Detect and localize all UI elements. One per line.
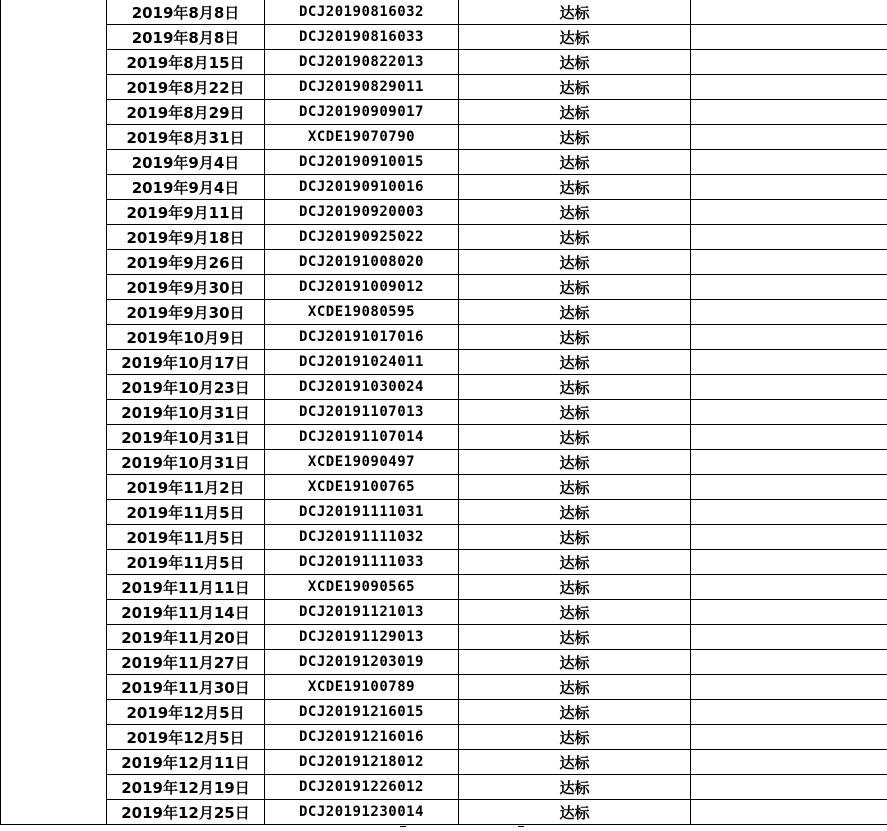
result-cell: 达标 xyxy=(459,125,691,150)
merged-category-cell xyxy=(1,350,107,375)
remarks-cell xyxy=(691,475,887,500)
sample-date-cell: 2019年8月15日 xyxy=(107,50,265,75)
report-number-cell: DCJ20191030024 xyxy=(265,375,459,400)
result-cell: 达标 xyxy=(459,600,691,625)
merged-category-cell xyxy=(1,575,107,600)
remarks-cell xyxy=(691,775,887,800)
sample-date-cell: 2019年11月5日 xyxy=(107,525,265,550)
merged-category-cell xyxy=(1,250,107,275)
result-cell: 达标 xyxy=(459,150,691,175)
remarks-cell xyxy=(691,75,887,100)
table-row xyxy=(1,100,887,125)
sample-date-cell: 2019年8月8日 xyxy=(107,0,265,25)
merged-category-cell xyxy=(1,450,107,475)
table-row xyxy=(1,675,887,700)
remarks-cell xyxy=(691,725,887,750)
table-row xyxy=(1,725,887,750)
report-number-cell: DCJ20191111033 xyxy=(265,550,459,575)
report-number-cell: DCJ20191216016 xyxy=(265,725,459,750)
merged-category-cell xyxy=(1,675,107,700)
report-number-cell: DCJ20191024011 xyxy=(265,350,459,375)
sample-date-cell: 2019年12月19日 xyxy=(107,775,265,800)
table-row xyxy=(1,775,887,800)
table-row xyxy=(1,350,887,375)
result-cell: 达标 xyxy=(459,450,691,475)
table-row xyxy=(1,275,887,300)
table-row xyxy=(1,125,887,150)
sample-date-cell: 2019年9月30日 xyxy=(107,300,265,325)
merged-category-cell xyxy=(1,775,107,800)
sample-date-cell: 2019年9月26日 xyxy=(107,250,265,275)
table-row xyxy=(1,500,887,525)
sample-date-cell: 2019年11月11日 xyxy=(107,575,265,600)
remarks-cell xyxy=(691,550,887,575)
remarks-cell xyxy=(691,150,887,175)
table-row xyxy=(1,750,887,775)
result-cell: 达标 xyxy=(459,225,691,250)
remarks-cell xyxy=(691,750,887,775)
table-row xyxy=(1,625,887,650)
sample-date-cell: 2019年8月8日 xyxy=(107,25,265,50)
merged-category-cell xyxy=(1,0,107,25)
result-cell: 达标 xyxy=(459,175,691,200)
result-cell: 达标 xyxy=(459,775,691,800)
remarks-cell xyxy=(691,275,887,300)
table-row xyxy=(1,375,887,400)
report-number-cell: XCDE19070790 xyxy=(265,125,459,150)
result-cell: 达标 xyxy=(459,550,691,575)
remarks-cell xyxy=(691,525,887,550)
table-row xyxy=(1,400,887,425)
sample-date-cell: 2019年11月30日 xyxy=(107,675,265,700)
result-cell: 达标 xyxy=(459,100,691,125)
merged-category-cell xyxy=(1,550,107,575)
sample-date-cell: 2019年11月5日 xyxy=(107,500,265,525)
remarks-cell xyxy=(691,25,887,50)
merged-category-cell xyxy=(1,500,107,525)
report-number-cell: DCJ20190822013 xyxy=(265,50,459,75)
table-row xyxy=(1,450,887,475)
merged-category-cell xyxy=(1,800,107,825)
remarks-cell xyxy=(691,50,887,75)
report-number-cell: DCJ20191218012 xyxy=(265,750,459,775)
report-number-cell: XCDE19100789 xyxy=(265,675,459,700)
table-row xyxy=(1,650,887,675)
sample-date-cell: 2019年12月25日 xyxy=(107,800,265,825)
result-cell: 达标 xyxy=(459,475,691,500)
table-row xyxy=(1,425,887,450)
sample-date-cell: 2019年9月30日 xyxy=(107,275,265,300)
table-row xyxy=(1,575,887,600)
report-number-cell: DCJ20191107014 xyxy=(265,425,459,450)
merged-category-cell xyxy=(1,325,107,350)
table-row xyxy=(1,200,887,225)
result-cell: 达标 xyxy=(459,50,691,75)
table-row xyxy=(1,325,887,350)
report-number-cell: XCDE19090565 xyxy=(265,575,459,600)
merged-category-cell xyxy=(1,275,107,300)
result-cell: 达标 xyxy=(459,200,691,225)
result-cell: 达标 xyxy=(459,0,691,25)
remarks-cell xyxy=(691,350,887,375)
merged-category-cell xyxy=(1,50,107,75)
table-row xyxy=(1,0,887,25)
sample-date-cell: 2019年9月11日 xyxy=(107,200,265,225)
table-row xyxy=(1,50,887,75)
sample-date-cell: 2019年11月2日 xyxy=(107,475,265,500)
remarks-cell xyxy=(691,700,887,725)
report-number-cell: DCJ20190816032 xyxy=(265,0,459,25)
remarks-cell xyxy=(691,175,887,200)
table-row xyxy=(1,25,887,50)
remarks-cell xyxy=(691,325,887,350)
sample-date-cell: 2019年12月5日 xyxy=(107,725,265,750)
result-cell: 达标 xyxy=(459,425,691,450)
merged-category-cell xyxy=(1,600,107,625)
remarks-cell xyxy=(691,0,887,25)
sample-date-cell: 2019年10月31日 xyxy=(107,400,265,425)
result-cell: 达标 xyxy=(459,500,691,525)
merged-category-cell xyxy=(1,475,107,500)
border-mark xyxy=(400,826,406,830)
sample-date-cell: 2019年12月5日 xyxy=(107,700,265,725)
table-row xyxy=(1,300,887,325)
result-cell: 达标 xyxy=(459,300,691,325)
result-cell: 达标 xyxy=(459,575,691,600)
report-number-cell: XCDE19100765 xyxy=(265,475,459,500)
sample-date-cell: 2019年10月9日 xyxy=(107,325,265,350)
sample-date-cell: 2019年12月11日 xyxy=(107,750,265,775)
merged-category-cell xyxy=(1,725,107,750)
table-row xyxy=(1,700,887,725)
remarks-cell xyxy=(691,650,887,675)
sample-date-cell: 2019年10月31日 xyxy=(107,450,265,475)
remarks-cell xyxy=(691,200,887,225)
merged-category-cell xyxy=(1,225,107,250)
result-cell: 达标 xyxy=(459,800,691,825)
remarks-cell xyxy=(691,500,887,525)
report-number-cell: DCJ20191008020 xyxy=(265,250,459,275)
result-cell: 达标 xyxy=(459,25,691,50)
sample-date-cell: 2019年10月31日 xyxy=(107,425,265,450)
report-number-cell: DCJ20191226012 xyxy=(265,775,459,800)
sample-date-cell: 2019年11月5日 xyxy=(107,550,265,575)
report-number-cell: DCJ20190909017 xyxy=(265,100,459,125)
merged-category-cell xyxy=(1,150,107,175)
remarks-cell xyxy=(691,625,887,650)
report-number-cell: DCJ20191129013 xyxy=(265,625,459,650)
report-number-cell: XCDE19080595 xyxy=(265,300,459,325)
remarks-cell xyxy=(691,300,887,325)
report-number-cell: DCJ20191111032 xyxy=(265,525,459,550)
result-cell: 达标 xyxy=(459,650,691,675)
report-number-cell: DCJ20191121013 xyxy=(265,600,459,625)
merged-category-cell xyxy=(1,400,107,425)
report-number-cell: DCJ20191203019 xyxy=(265,650,459,675)
remarks-cell xyxy=(691,375,887,400)
report-number-cell: XCDE19090497 xyxy=(265,450,459,475)
result-cell: 达标 xyxy=(459,525,691,550)
sample-date-cell: 2019年11月27日 xyxy=(107,650,265,675)
result-cell: 达标 xyxy=(459,325,691,350)
report-number-cell: DCJ20190829011 xyxy=(265,75,459,100)
sample-date-cell: 2019年9月18日 xyxy=(107,225,265,250)
sample-date-cell: 2019年8月31日 xyxy=(107,125,265,150)
merged-category-cell xyxy=(1,650,107,675)
merged-category-cell xyxy=(1,525,107,550)
sample-date-cell: 2019年8月22日 xyxy=(107,75,265,100)
result-cell: 达标 xyxy=(459,75,691,100)
merged-category-cell xyxy=(1,425,107,450)
report-number-cell: DCJ20191009012 xyxy=(265,275,459,300)
report-number-cell: DCJ20191017016 xyxy=(265,325,459,350)
report-number-cell: DCJ20191230014 xyxy=(265,800,459,825)
report-number-cell: DCJ20190925022 xyxy=(265,225,459,250)
merged-category-cell xyxy=(1,100,107,125)
result-cell: 达标 xyxy=(459,675,691,700)
result-cell: 达标 xyxy=(459,625,691,650)
result-cell: 达标 xyxy=(459,400,691,425)
report-number-cell: DCJ20191216015 xyxy=(265,700,459,725)
table-row xyxy=(1,550,887,575)
table-row xyxy=(1,150,887,175)
merged-category-cell xyxy=(1,175,107,200)
table-row xyxy=(1,75,887,100)
merged-category-cell xyxy=(1,125,107,150)
report-number-cell: DCJ20191111031 xyxy=(265,500,459,525)
result-cell: 达标 xyxy=(459,275,691,300)
remarks-cell xyxy=(691,225,887,250)
result-cell: 达标 xyxy=(459,725,691,750)
table-body xyxy=(1,0,887,825)
result-cell: 达标 xyxy=(459,700,691,725)
merged-category-cell xyxy=(1,625,107,650)
report-number-cell: DCJ20190910016 xyxy=(265,175,459,200)
merged-category-cell xyxy=(1,200,107,225)
table-row xyxy=(1,225,887,250)
remarks-cell xyxy=(691,450,887,475)
sample-date-cell: 2019年11月14日 xyxy=(107,600,265,625)
result-cell: 达标 xyxy=(459,350,691,375)
table-row xyxy=(1,800,887,825)
report-number-cell: DCJ20191107013 xyxy=(265,400,459,425)
remarks-cell xyxy=(691,800,887,825)
merged-category-cell xyxy=(1,750,107,775)
sample-date-cell: 2019年10月17日 xyxy=(107,350,265,375)
result-cell: 达标 xyxy=(459,375,691,400)
remarks-cell xyxy=(691,400,887,425)
report-number-cell: DCJ20190910015 xyxy=(265,150,459,175)
remarks-cell xyxy=(691,675,887,700)
remarks-cell xyxy=(691,100,887,125)
result-cell: 达标 xyxy=(459,750,691,775)
report-number-cell: DCJ20190816033 xyxy=(265,25,459,50)
merged-category-cell xyxy=(1,375,107,400)
sample-date-cell: 2019年10月23日 xyxy=(107,375,265,400)
table-row xyxy=(1,600,887,625)
merged-category-cell xyxy=(1,25,107,50)
merged-category-cell xyxy=(1,700,107,725)
result-cell: 达标 xyxy=(459,250,691,275)
sample-date-cell: 2019年8月29日 xyxy=(107,100,265,125)
table-row xyxy=(1,525,887,550)
remarks-cell xyxy=(691,125,887,150)
sample-date-cell: 2019年11月20日 xyxy=(107,625,265,650)
remarks-cell xyxy=(691,600,887,625)
remarks-cell xyxy=(691,425,887,450)
remarks-cell xyxy=(691,575,887,600)
table-row xyxy=(1,475,887,500)
merged-category-cell xyxy=(1,75,107,100)
merged-category-cell xyxy=(1,300,107,325)
report-number-cell: DCJ20190920003 xyxy=(265,200,459,225)
remarks-cell xyxy=(691,250,887,275)
border-mark xyxy=(518,826,524,830)
table-row xyxy=(1,175,887,200)
sample-date-cell: 2019年9月4日 xyxy=(107,150,265,175)
sample-date-cell: 2019年9月4日 xyxy=(107,175,265,200)
table-row xyxy=(1,250,887,275)
